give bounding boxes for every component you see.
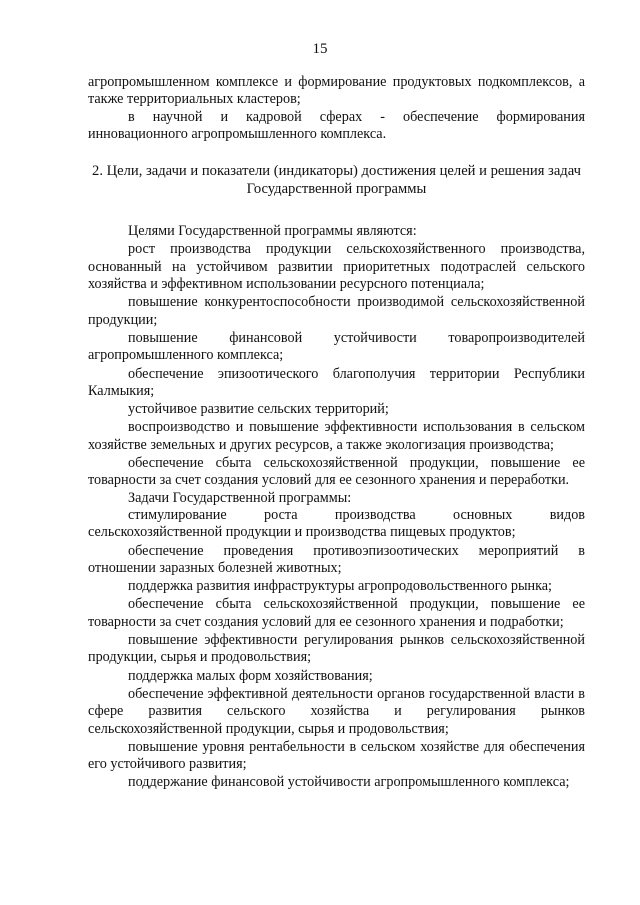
intro-paragraph-1: агропромышленном комплексе и формирование продуктовых подкомплексов, а также территориальных кластеров; bbox=[88, 74, 585, 108]
intro-paragraph-2: в научной и кадровой сферах - обеспечение формирования инновационного агропромышленного комплекса. bbox=[88, 108, 585, 142]
task-item: повышение эффективности регулирования рынков сельскохозяйственной продукции, сырья и продовольствия; bbox=[88, 632, 585, 666]
page-number: 15 bbox=[312, 41, 328, 57]
tasks-intro: Задачи Государственной программы: bbox=[128, 489, 352, 506]
goal-item: воспроизводство и повышение эффективности использования в сельском хозяйстве земельных и других ресурсов, а также экологизация производства; bbox=[88, 419, 585, 453]
goal-item: обеспечение эпизоотического благополучия территории Республики Калмыкия; bbox=[88, 365, 585, 399]
document-body bbox=[88, 74, 585, 792]
goal-item: повышение конкурентоспособности производимой сельскохозяйственной продукции; bbox=[88, 294, 585, 328]
task-item: поддержка развития инфраструктуры агропродовольственного рынка; bbox=[128, 578, 552, 595]
task-item: обеспечение проведения противоэпизоотических мероприятий в отношении заразных болезней животных; bbox=[88, 542, 585, 576]
task-item: обеспечение эффективной деятельности органов государственной власти в сфере развития сельского хозяйства и регулирования рынков сельскохозяйственной продукции, сырья и продовольствия; bbox=[88, 685, 585, 737]
goal-item: повышение финансовой устойчивости товаропроизводителей агропромышленного комплекса; bbox=[88, 329, 585, 364]
section-heading: 2. Цели, задачи и показатели (индикаторы) достижения целей и решения задач Государственной программы bbox=[92, 163, 581, 198]
goal-item: устойчивое развитие сельских территорий; bbox=[128, 401, 389, 418]
task-item: повышение уровня рентабельности в сельском хозяйстве для обеспечения его устойчивого развития; bbox=[88, 738, 585, 773]
task-item: стимулирование роста производства основных видов сельскохозяйственной продукции и производства пищевых продуктов; bbox=[88, 506, 585, 541]
task-item: обеспечение сбыта сельскохозяйственной продукции, повышение ее товарности за счет создания условий для ее сезонного хранения и подработки; bbox=[88, 596, 585, 630]
task-item: поддержание финансовой устойчивости агропромышленного комплекса; bbox=[128, 774, 570, 791]
goal-item: рост производства продукции сельскохозяйственного производства, основанный на устойчивом развитии приоритетных подотраслей сельского хозяйства и эффективном использовании ресурсного потенциала; bbox=[88, 241, 585, 293]
goals-section bbox=[88, 223, 585, 489]
goal-item: обеспечение сбыта сельскохозяйственной продукции, повышение ее товарности за счет создания условий для ее сезонного хранения и переработки. bbox=[88, 455, 585, 489]
task-item: поддержка малых форм хозяйствования; bbox=[128, 667, 373, 684]
goals-intro: Целями Государственной программы являются: bbox=[128, 223, 417, 240]
tasks-section bbox=[88, 490, 585, 792]
